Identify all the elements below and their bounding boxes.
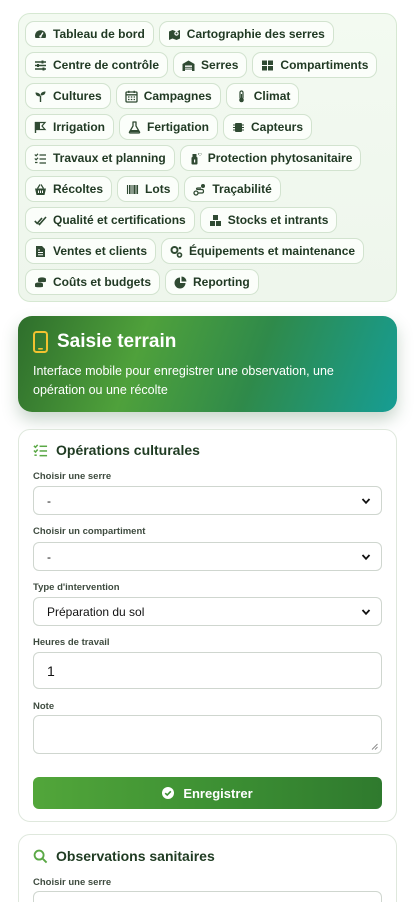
resize-handle-icon[interactable] [371, 743, 378, 750]
save-button-label: Enregistrer [183, 785, 253, 801]
nav-ventes[interactable] [25, 238, 156, 264]
observations-serre-label: Choisir une serre [33, 877, 112, 888]
barcode-icon [126, 183, 139, 196]
nav-item-label: Qualité et certifications [53, 213, 186, 227]
list-check-icon [33, 443, 48, 458]
gears-icon [170, 245, 183, 258]
type-select[interactable] [33, 597, 382, 626]
invoice-icon [34, 245, 47, 258]
compartiment-label: Choisir un compartiment [33, 526, 146, 537]
nav-equipements[interactable] [161, 238, 364, 264]
nav-fertigation[interactable] [119, 114, 218, 140]
nav-item-label: Climat [253, 89, 291, 103]
operations-card [18, 429, 397, 822]
sliders-icon [34, 59, 47, 72]
nav-cultures[interactable] [25, 83, 111, 109]
nav-recoltes[interactable] [25, 176, 112, 202]
check-circle-icon [162, 787, 174, 799]
nav-campagnes[interactable] [116, 83, 221, 109]
spray-icon [189, 152, 202, 165]
chevron-down-icon [361, 496, 371, 506]
nav-protection[interactable] [180, 145, 362, 171]
nav-capteurs[interactable] [223, 114, 312, 140]
nav-item-label: Fertigation [147, 120, 210, 134]
chevron-down-icon [361, 607, 371, 617]
serre-label: Choisir une serre [33, 471, 112, 482]
observations-serre-select[interactable] [33, 891, 382, 902]
seedling-icon [34, 90, 47, 103]
gauge-icon [34, 28, 47, 41]
list-check-icon [34, 152, 47, 165]
compartiment-select[interactable] [33, 542, 382, 571]
nav-qualite[interactable] [25, 207, 195, 233]
nav-item-label: Récoltes [53, 182, 104, 196]
nav-reporting[interactable] [165, 269, 259, 295]
observations-card [18, 834, 397, 902]
nav-irrigation[interactable] [25, 114, 114, 140]
map-icon [168, 28, 181, 41]
nav-item-label: Travaux et planning [53, 151, 166, 165]
basket-icon [34, 183, 47, 196]
note-label: Note [33, 701, 55, 712]
nav-tableau-de-bord[interactable] [25, 21, 154, 47]
nav-travaux[interactable] [25, 145, 175, 171]
nav-cartographie[interactable] [159, 21, 334, 47]
hero-title: Saisie terrain [57, 331, 177, 352]
chevron-down-icon [361, 552, 371, 562]
nav-item-label: Cartographie des serres [186, 27, 325, 41]
nav-centre-controle[interactable] [25, 52, 168, 78]
type-label: Type d'intervention [33, 582, 120, 593]
heures-label: Heures de travail [33, 637, 110, 648]
route-icon [193, 183, 206, 196]
serre-select[interactable] [33, 486, 382, 515]
observations-title: Observations sanitaires [56, 848, 215, 864]
nav-item-label: Tableau de bord [53, 27, 145, 41]
nav-couts[interactable] [25, 269, 160, 295]
grid-icon [261, 59, 274, 72]
nav-item-label: Traçabilité [212, 182, 272, 196]
nav-item-label: Cultures [53, 89, 102, 103]
nav-item-label: Serres [201, 58, 239, 72]
calendar-icon [125, 90, 138, 103]
coins-icon [34, 276, 47, 289]
hero-subtitle: Interface mobile pour enregistrer une observation, une opération ou une récolte [33, 364, 334, 397]
nav-compartiments[interactable] [252, 52, 377, 78]
note-textarea[interactable] [33, 715, 382, 754]
compartiment-select-value: - [47, 549, 51, 564]
faucet-icon [34, 121, 47, 134]
warehouse-icon [182, 59, 195, 72]
nav-item-label: Irrigation [53, 120, 106, 134]
microchip-icon [232, 121, 245, 134]
pie-chart-icon [174, 276, 187, 289]
nav-stocks[interactable] [200, 207, 338, 233]
nav-item-label: Coûts et budgets [53, 275, 151, 289]
operations-title: Opérations culturales [56, 442, 200, 458]
boxes-icon [209, 214, 222, 227]
nav-item-label: Reporting [193, 275, 250, 289]
nav-climat[interactable] [226, 83, 300, 109]
nav-item-label: Campagnes [143, 89, 212, 103]
save-button[interactable] [33, 777, 382, 809]
nav-item-label: Protection phytosanitaire [207, 151, 353, 165]
heures-input-value: 1 [47, 662, 55, 679]
nav-serres[interactable] [173, 52, 247, 78]
check-double-icon [34, 214, 47, 227]
mobile-icon [33, 331, 48, 353]
thermometer-icon [235, 90, 248, 103]
serre-select-value: - [47, 493, 51, 508]
search-icon [33, 849, 48, 864]
flask-icon [128, 121, 141, 134]
main-navigation [18, 13, 397, 302]
hero-banner [18, 316, 397, 412]
nav-item-label: Capteurs [251, 120, 304, 134]
nav-item-label: Compartiments [280, 58, 369, 72]
nav-item-label: Stocks et intrants [227, 213, 329, 227]
nav-item-label: Équipements et maintenance [189, 244, 356, 258]
nav-item-label: Ventes et clients [53, 244, 148, 258]
nav-item-label: Lots [145, 182, 171, 196]
heures-input[interactable] [33, 652, 382, 689]
nav-tracabilite[interactable] [184, 176, 280, 202]
type-select-value: Préparation du sol [47, 604, 145, 619]
nav-lots[interactable] [117, 176, 179, 202]
nav-item-label: Centre de contrôle [53, 58, 160, 72]
